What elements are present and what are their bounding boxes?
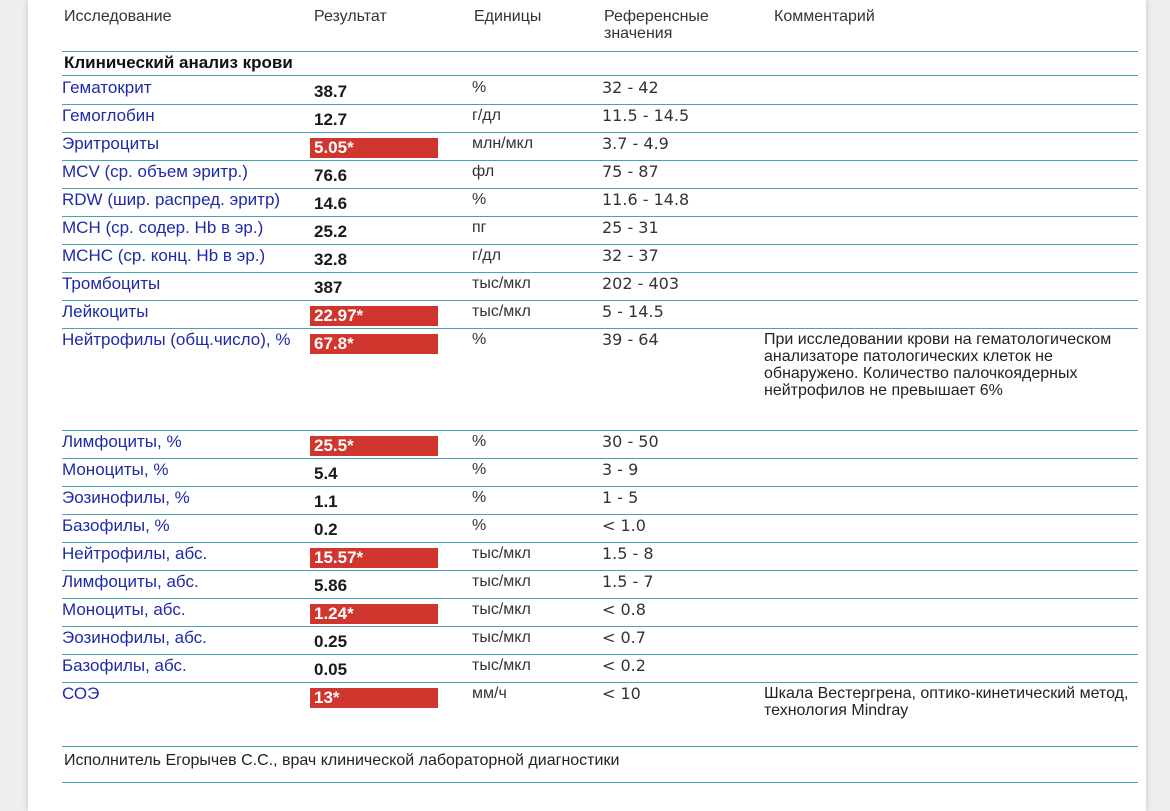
unit: % — [472, 489, 487, 506]
reference-range: 32 - 37 — [602, 246, 659, 265]
unit: г/дл — [472, 247, 501, 264]
table-row — [62, 459, 1138, 487]
unit: % — [472, 79, 487, 96]
table-row — [62, 627, 1138, 655]
test-name[interactable]: Нейтрофилы (общ.число), % — [62, 330, 291, 349]
result-value: 38.7 — [314, 82, 348, 101]
table-row — [62, 571, 1138, 599]
result-value: 0.05 — [314, 660, 348, 679]
table-row — [62, 599, 1138, 627]
test-name[interactable]: MCH (ср. содер. Hb в эр.) — [62, 218, 264, 237]
result-value: 387 — [314, 278, 343, 297]
result-value: 0.2 — [314, 520, 338, 539]
unit: млн/мкл — [472, 135, 534, 152]
table-row — [62, 189, 1138, 217]
reference-range: 11.6 - 14.8 — [602, 190, 690, 209]
result-value: 12.7 — [314, 110, 348, 129]
header-result: Результат — [314, 8, 387, 25]
unit: тыс/мкл — [472, 545, 531, 562]
reference-range: 32 - 42 — [602, 78, 659, 97]
performer-line: Исполнитель Егорычев С.С., врач клинической лабораторной диагностики — [64, 752, 620, 769]
reference-range: < 0.7 — [602, 628, 646, 647]
table-row — [62, 543, 1138, 571]
result-value: 15.57* — [310, 548, 438, 568]
test-name[interactable]: Моноциты, абс. — [62, 600, 186, 619]
result-value: 0.25 — [314, 632, 348, 651]
reference-range: 3 - 9 — [602, 460, 639, 479]
test-name[interactable]: Эозинофилы, абс. — [62, 628, 207, 647]
header-ref: Референсные значения — [604, 8, 709, 42]
reference-range: 25 - 31 — [602, 218, 659, 237]
unit: фл — [472, 163, 495, 180]
result-value: 22.97* — [310, 306, 438, 326]
unit: % — [472, 517, 487, 534]
unit: тыс/мкл — [472, 275, 531, 292]
table-row — [62, 515, 1138, 543]
unit: г/дл — [472, 107, 501, 124]
unit: тыс/мкл — [472, 657, 531, 674]
result-value: 67.8* — [310, 334, 438, 354]
reference-range: 1.5 - 8 — [602, 544, 654, 563]
reference-range: 11.5 - 14.5 — [602, 106, 690, 125]
unit: тыс/мкл — [472, 303, 531, 320]
unit: % — [472, 191, 487, 208]
test-name[interactable]: Лейкоциты — [62, 302, 149, 321]
test-name[interactable]: Базофилы, абс. — [62, 656, 187, 675]
result-value: 76.6 — [314, 166, 348, 185]
test-name[interactable]: Тромбоциты — [62, 274, 161, 293]
table-row — [62, 431, 1138, 459]
table-row — [62, 655, 1138, 683]
test-name[interactable]: RDW (шир. распред. эритр) — [62, 190, 281, 209]
table-row — [62, 301, 1138, 329]
result-value: 5.4 — [314, 464, 338, 483]
test-name[interactable]: Базофилы, % — [62, 516, 170, 535]
comment: Шкала Вестергрена, оптико-кинетический метод, технология Mindray — [764, 685, 1129, 719]
reference-range: 1 - 5 — [602, 488, 639, 507]
comment: При исследовании крови на гематологическом анализаторе патологических клеток не обнаружено. Количество палочкоядерных нейтрофилов не превышает 6% — [764, 331, 1112, 399]
unit: тыс/мкл — [472, 573, 531, 590]
table-row — [62, 161, 1138, 189]
unit: % — [472, 331, 487, 348]
reference-range: < 0.8 — [602, 600, 646, 619]
test-name[interactable]: Эритроциты — [62, 134, 160, 153]
table-row — [62, 329, 1138, 431]
result-value: 25.2 — [314, 222, 348, 241]
table-row — [62, 77, 1138, 105]
table-row — [62, 105, 1138, 133]
table-row — [62, 273, 1138, 301]
result-value: 5.05* — [310, 138, 438, 158]
result-value: 1.1 — [314, 492, 338, 511]
header-comment: Комментарий — [774, 8, 875, 25]
footer-rule — [62, 782, 1138, 783]
reference-range: < 1.0 — [602, 516, 646, 535]
table-row — [62, 217, 1138, 245]
test-name[interactable]: Гематокрит — [62, 78, 152, 97]
result-value: 32.8 — [314, 250, 348, 269]
test-name[interactable]: Лимфоциты, % — [62, 432, 182, 451]
header-test: Исследование — [64, 8, 172, 25]
table-row — [62, 487, 1138, 515]
reference-range: 30 - 50 — [602, 432, 659, 451]
table-row — [62, 683, 1138, 747]
header-units: Единицы — [474, 8, 542, 25]
report-sheet — [28, 0, 1146, 811]
header-rule — [62, 51, 1138, 52]
unit: % — [472, 433, 487, 450]
test-name[interactable]: Эозинофилы, % — [62, 488, 190, 507]
test-name[interactable]: Гемоглобин — [62, 106, 155, 125]
reference-range: 39 - 64 — [602, 330, 659, 349]
result-value: 1.24* — [310, 604, 438, 624]
test-name[interactable]: СОЭ — [62, 684, 100, 703]
reference-range: < 0.2 — [602, 656, 646, 675]
test-name[interactable]: Нейтрофилы, абс. — [62, 544, 208, 563]
table-row — [62, 133, 1138, 161]
reference-range: 202 - 403 — [602, 274, 680, 293]
unit: % — [472, 461, 487, 478]
test-name[interactable]: MCV (ср. объем эритр.) — [62, 162, 248, 181]
test-name[interactable]: MCHC (ср. конц. Hb в эр.) — [62, 246, 266, 265]
table-row — [62, 245, 1138, 273]
unit: тыс/мкл — [472, 601, 531, 618]
reference-range: 3.7 - 4.9 — [602, 134, 669, 153]
reference-range: 5 - 14.5 — [602, 302, 664, 321]
result-value: 14.6 — [314, 194, 348, 213]
unit: пг — [472, 219, 487, 236]
unit: мм/ч — [472, 685, 507, 702]
test-name[interactable]: Моноциты, % — [62, 460, 169, 479]
reference-range: 75 - 87 — [602, 162, 659, 181]
section-title: Клинический анализ крови — [64, 53, 293, 72]
result-value: 25.5* — [310, 436, 438, 456]
section-rule — [62, 75, 1138, 76]
reference-range: < 10 — [602, 684, 641, 703]
reference-range: 1.5 - 7 — [602, 572, 654, 591]
result-value: 13* — [310, 688, 438, 708]
test-name[interactable]: Лимфоциты, абс. — [62, 572, 199, 591]
row-rule — [62, 746, 1138, 747]
unit: тыс/мкл — [472, 629, 531, 646]
result-value: 5.86 — [314, 576, 348, 595]
